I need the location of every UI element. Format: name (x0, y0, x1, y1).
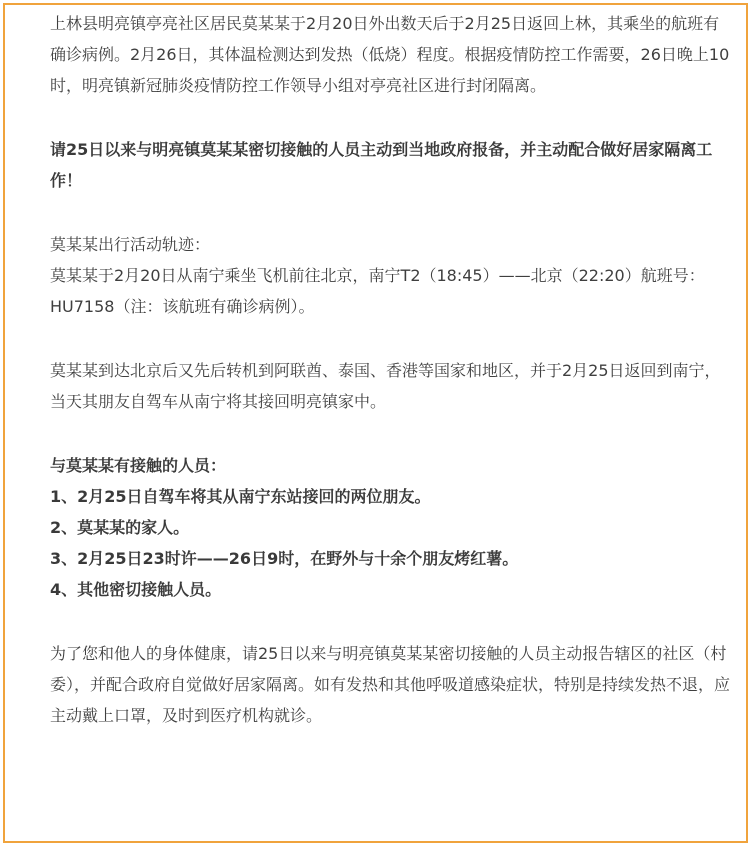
spacer (50, 605, 730, 638)
contact-item: 2、莫某某的家人。 (50, 518, 190, 537)
contacts-heading: 与莫某某有接触的人员： (50, 456, 227, 475)
track-detail: 莫某某于2月20日从南宁乘坐飞机前往北京，南宁T2（18:45）——北京（22:20）航班号：HU7158（注：该航班有确诊病例）。 (50, 266, 705, 316)
contact-item: 3、2月25日23时许——26日9时，在野外与十余个朋友烤红薯。 (50, 549, 519, 568)
intro-paragraph: 上林县明亮镇亭亮社区居民莫某某于2月20日外出数天后于2月25日返回上林，其乘坐的航班有确诊病例。2月26日，其体温检测达到发热（低烧）程度。根据疫情防控工作需要，26日晚上10时，明亮镇新冠肺炎疫情防控工作领导小组对亭亮社区进行封闭隔离。 (50, 14, 730, 95)
track-heading: 莫某某出行活动轨迹： (50, 235, 211, 254)
transfer-paragraph: 莫某某到达北京后又先后转机到阿联酋、泰国、香港等国家和地区，并于2月25日返回到南宁，当天其朋友自驾车从南宁将其接回明亮镇家中。 (50, 361, 721, 411)
closing-paragraph: 为了您和他人的身体健康，请25日以来与明亮镇莫某某密切接触的人员主动报告辖区的社区（村委），并配合政府自觉做好居家隔离。如有发热和其他呼吸道感染症状，特别是持续发热不退，应主动戴上口罩，及时到医疗机构就诊。 (50, 644, 731, 725)
contacts-section (50, 450, 730, 605)
article-body (50, 8, 730, 731)
contact-item: 1、2月25日自驾车将其从南宁东站接回的两位朋友。 (50, 487, 431, 506)
notice-paragraph: 请25日以来与明亮镇莫某某密切接触的人员主动到当地政府报备，并主动配合做好居家隔离工作！ (50, 140, 713, 190)
contact-item: 4、其他密切接触人员。 (50, 580, 222, 599)
